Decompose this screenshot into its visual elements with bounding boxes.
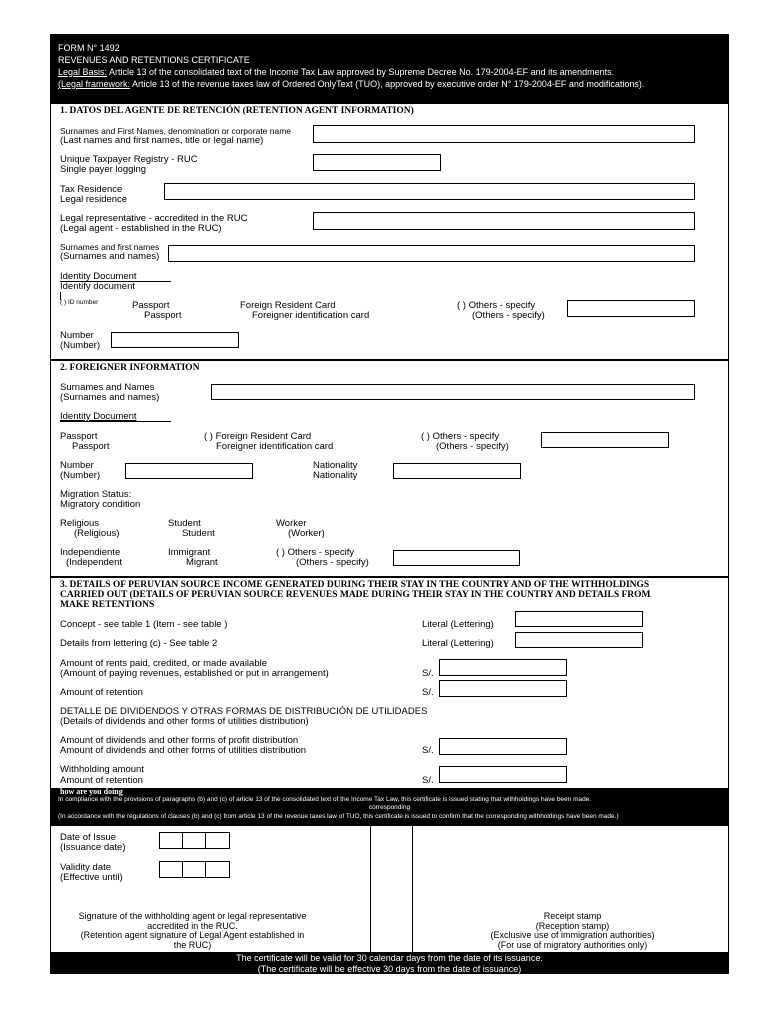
others-option[interactable]: ( ) Others - specify — [457, 300, 536, 311]
id-doc-heading: Identity Document — [60, 271, 137, 282]
details-literal-field[interactable] — [515, 632, 643, 648]
independent-option[interactable]: Independiente — [60, 547, 121, 558]
foreigner-names-label: Surnames and Names — [60, 382, 155, 393]
id-doc-heading-2: Identify document — [60, 281, 135, 292]
foreigner-others-option[interactable]: ( ) Others - specify — [421, 431, 500, 442]
student-option-2: Student — [182, 528, 215, 539]
section3-title-2: CARRIED OUT (DETAILS OF PERUVIAN SOURCE REVENUES MADE DURING THEIR STAY IN THE COUNTRY AND DETAILS FROM — [60, 590, 651, 600]
rents-label-2: (Amount of paying revenues, established or put in arrangement) — [60, 668, 329, 679]
status-others-option[interactable]: ( ) Others - specify — [276, 547, 355, 558]
agent-names-label: Surnames and First Names, denomination or corporate name — [60, 126, 292, 136]
dividends-amount-field[interactable] — [439, 738, 567, 755]
section2-title: 2. FOREIGNER INFORMATION — [60, 363, 200, 373]
signature-block[interactable] — [60, 912, 325, 950]
passport-option[interactable]: Passport — [132, 300, 170, 311]
ruc-field[interactable] — [313, 154, 441, 171]
literal-label-2: Literal (Lettering) — [422, 638, 494, 649]
issue-month-field[interactable] — [182, 832, 206, 849]
tax-residence-label-2: Legal residence — [60, 194, 128, 205]
id-number-option[interactable]: ( ) ID number — [60, 299, 99, 306]
rents-label: Amount of rents paid, credited, or made available — [60, 658, 268, 669]
compliance-text-1: In compliance with the provisions of paragraphs (b) and (c) of article 13 of the consolidated text of the Income Tax Law, this certificate is issued stating that withholdings have been made. — [58, 796, 592, 803]
legal-basis: Legal Basis: Article 13 of the consolidated text of the Income Tax Law approved by Supreme Decree No. 179-2004-EF and its amendments. — [58, 67, 615, 77]
legal-framework: (Legal framework: Article 13 of the revenue taxes law of Ordered OnlyText (TUO), approved by executive order N° 179-2004-EF and modifications). — [58, 79, 645, 89]
nationality-label: Nationality — [313, 460, 358, 471]
validity-note-2: (The certificate will be effective 30 days from the date of issuance) — [257, 963, 522, 974]
section1-title: 1. DATOS DEL AGENTE DE RETENCIÓN (RETENTION AGENT INFORMATION) — [60, 106, 414, 116]
footer-divider-2 — [412, 826, 413, 952]
section3-title-1: 3. DETAILS OF PERUVIAN SOURCE INCOME GENERATED DURING THEIR STAY IN THE COUNTRY AND OF THE WITHHOLDINGS — [60, 580, 650, 590]
dividends-title: DETALLE DE DIVIDENDOS Y OTRAS FORMAS DE DISTRIBUCIÓN DE UTILIDADES — [60, 706, 428, 717]
religious-option[interactable]: Religious — [60, 518, 100, 529]
independent-option-2: (Independent — [66, 557, 122, 568]
signature-line-2: accredited in the RUC. — [147, 920, 238, 931]
dividends-currency: S/. — [422, 745, 434, 756]
foreigner-id-underline — [60, 421, 171, 422]
issue-date-label: Date of Issue — [60, 832, 116, 843]
migration-status-label: Migration Status: — [60, 489, 132, 500]
form-frame — [50, 34, 729, 974]
foreigner-number-label-2: (Number) — [60, 470, 101, 481]
literal-label-1: Literal (Lettering) — [422, 619, 494, 630]
worker-option-2: (Worker) — [288, 528, 325, 539]
rep-surnames-label: Surnames and first names — [60, 242, 160, 252]
retention-amount-field[interactable] — [439, 680, 567, 697]
legal-rep-label-2: (Legal agent - established in the RUC) — [60, 223, 222, 234]
issue-day-field[interactable] — [159, 832, 183, 849]
retention-currency: S/. — [422, 687, 434, 698]
issue-year-field[interactable] — [205, 832, 230, 849]
form-number: FORM N° 1492 — [58, 43, 120, 53]
foreigner-number-field[interactable] — [125, 463, 253, 479]
section-divider-2 — [50, 576, 729, 578]
dividends-label: Amount of dividends and other forms of profit distribution — [60, 735, 299, 746]
foreign-card-option-2: Foreigner identification card — [252, 310, 370, 321]
immigrant-option[interactable]: Immigrant — [168, 547, 211, 558]
compliance-band — [50, 788, 729, 826]
concept-literal-field[interactable] — [515, 611, 643, 627]
foreigner-id-heading: Identity Document — [60, 411, 137, 422]
tax-residence-field[interactable] — [164, 183, 695, 200]
foreigner-passport-option-2: Passport — [72, 441, 110, 452]
ruc-label-2: Single payer logging — [60, 164, 147, 175]
migration-status-label-2: Migratory condition — [60, 499, 141, 510]
agent-number-label-2: (Number) — [60, 340, 101, 351]
status-others-option-2: (Others - specify) — [296, 557, 369, 568]
withholding-label-2: Amount of retention — [60, 775, 143, 786]
foreigner-card-option[interactable]: ( ) Foreign Resident Card — [204, 431, 312, 442]
religious-option-2: (Religious) — [74, 528, 120, 539]
overlay-text: how are you doing — [60, 787, 123, 796]
immigrant-option-2: Migrant — [186, 557, 218, 568]
foreign-card-option[interactable]: Foreign Resident Card — [240, 300, 336, 311]
dividends-title-2: (Details of dividends and other forms of utilities distribution) — [60, 716, 309, 727]
foreigner-number-label: Number — [60, 460, 94, 471]
compliance-text-3: (In accordance with the regulations of clauses (b) and (c) from article 13 of the revenue taxes law of TUO, this certificate is issued to confirm that the corresponding withholdings have been made.) — [58, 813, 619, 820]
passport-option-2: Passport — [144, 310, 182, 321]
legal-rep-field[interactable] — [313, 212, 695, 230]
agent-number-label: Number — [60, 330, 94, 341]
worker-option[interactable]: Worker — [276, 518, 307, 529]
ruc-label: Unique Taxpayer Registry - RUC — [60, 154, 198, 165]
nationality-field[interactable] — [393, 463, 521, 479]
foreigner-passport-option[interactable]: Passport — [60, 431, 98, 442]
stamp-line-3: (Exclusive use of immigration authorities) — [490, 930, 655, 940]
foreigner-card-option-2: Foreigner identification card — [216, 441, 334, 452]
form-title: REVENUES AND RETENTIONS CERTIFICATE — [58, 55, 250, 65]
withholding-label: Withholding amount — [60, 764, 144, 775]
rep-surnames-label-2: (Surnames and names) — [60, 251, 160, 262]
foreigner-names-field[interactable] — [211, 384, 695, 400]
withholding-currency: S/. — [422, 775, 434, 786]
foreigner-others-option-2: (Others - specify) — [436, 441, 509, 452]
signature-line-1: Signature of the withholding agent or legal representative — [78, 911, 307, 921]
validity-date-label: Validity date — [60, 862, 112, 873]
dividends-label-2: Amount of dividends and other forms of utilities distribution — [60, 745, 307, 756]
validity-month-field[interactable] — [182, 861, 206, 878]
student-option[interactable]: Student — [168, 518, 201, 529]
foreigner-names-label-2: (Surnames and names) — [60, 392, 160, 403]
validity-note-1: The certificate will be valid for 30 calendar days from the date of its issuance. — [236, 953, 543, 963]
withholding-amount-field[interactable] — [439, 766, 567, 783]
validity-date-label-2: (Effective until) — [60, 872, 123, 883]
retention-label: Amount of retention — [60, 687, 143, 698]
validity-day-field[interactable] — [159, 861, 183, 878]
agent-names-field[interactable] — [313, 125, 695, 143]
signature-line-4: the RUC) — [173, 939, 212, 950]
concept-label: Concept - see table 1 (Item - see table ) — [60, 619, 228, 630]
agent-number-field[interactable] — [111, 332, 239, 348]
status-others-field[interactable] — [393, 550, 520, 566]
agent-names-label-2: (Last names and first names, title or legal name) — [60, 135, 264, 146]
header-band — [50, 34, 729, 104]
tax-residence-label: Tax Residence — [60, 184, 123, 195]
compliance-text-2: corresponding — [368, 804, 411, 811]
rep-surnames-field[interactable] — [168, 245, 695, 262]
issue-date-label-2: (Issuance date) — [60, 842, 126, 853]
details-label: Details from lettering (c) - See table 2 — [60, 638, 218, 649]
rents-amount-field[interactable] — [439, 659, 567, 676]
receipt-stamp-block[interactable] — [460, 912, 685, 950]
others-specify-field[interactable] — [567, 300, 695, 317]
legal-rep-label: Legal representative - accredited in the RUC — [60, 213, 248, 224]
validity-band — [50, 952, 729, 974]
section-divider-1 — [50, 359, 729, 361]
foreigner-others-field[interactable] — [541, 432, 669, 448]
others-option-2: (Others - specify) — [472, 310, 545, 321]
stamp-line-1: Receipt stamp — [543, 911, 602, 921]
signature-line-3: (Retention agent signature of Legal Agent established in — [80, 930, 305, 940]
stamp-line-2: (Reception stamp) — [535, 920, 610, 931]
nationality-label-2: Nationality — [313, 470, 358, 481]
footer-divider-1 — [370, 826, 371, 952]
section3-title-3: MAKE RETENTIONS — [60, 600, 155, 610]
validity-year-field[interactable] — [205, 861, 230, 878]
rents-currency: S/. — [422, 668, 434, 679]
stamp-line-4: (For use of migratory authorities only) — [497, 939, 648, 950]
